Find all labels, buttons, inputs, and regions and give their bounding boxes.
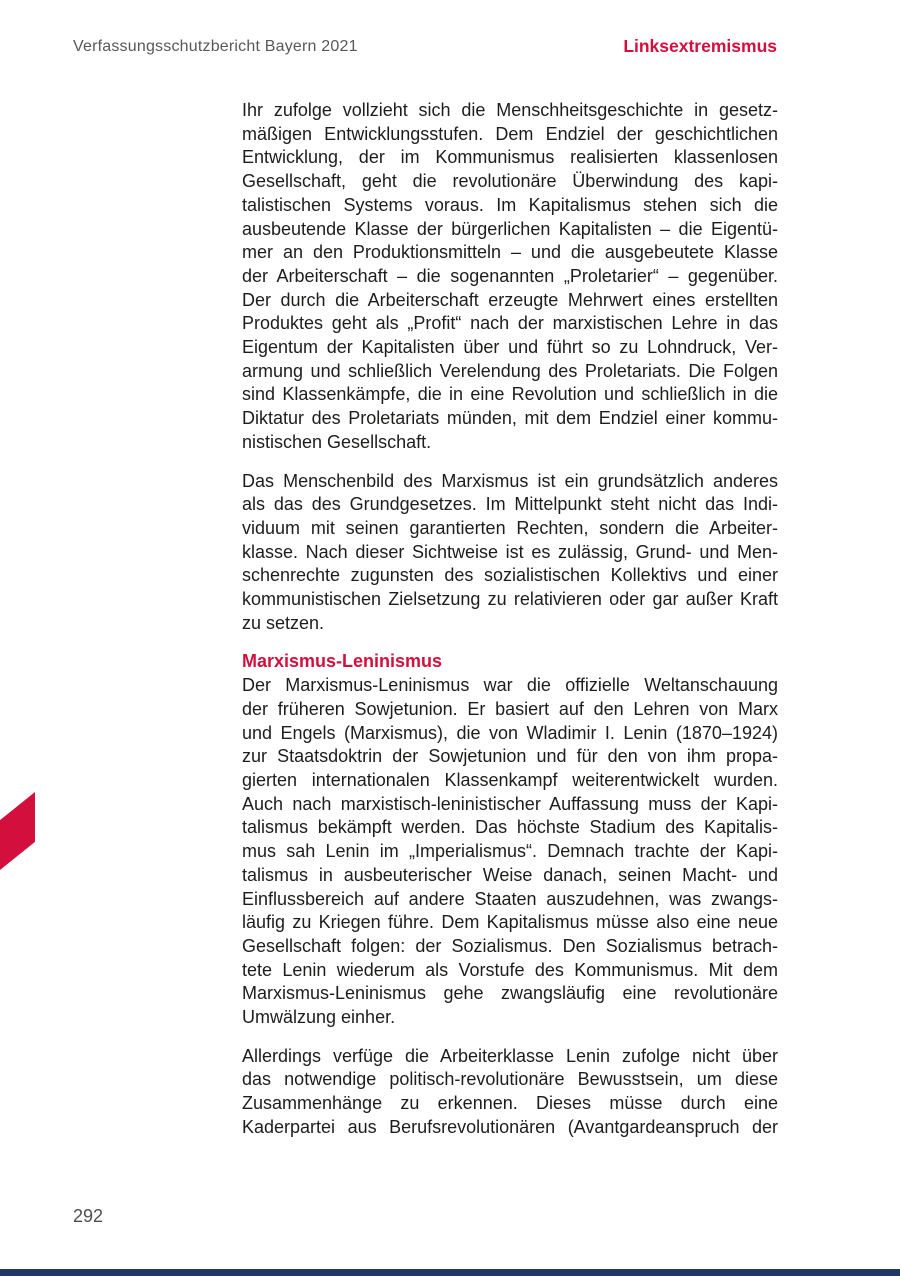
running-head-chapter: Linksextremismus (623, 36, 777, 56)
body-text-line: mer an den Produktionsmitteln – und die ausgebeutete Klasse (242, 242, 778, 263)
body-text-line: Diktatur des Proletariats münden, mit dem Endziel einer kommu- (242, 408, 778, 429)
body-text-line: armung und schließlich Verelendung des Proletariats. Die Folgen (242, 360, 778, 381)
body-text-line: Produktes geht als „Profit“ nach der marxistischen Lehre in das (242, 313, 778, 334)
running-head-report-title: Verfassungsschutzbericht Bayern 2021 (73, 38, 358, 55)
body-text-line: mäßigen Entwicklungsstufen. Dem Endziel der geschichtlichen (242, 123, 778, 144)
body-text-line: Auch nach marxistisch-leninistischer Auffassung muss der Kapi- (242, 793, 778, 814)
body-text-line: Kaderpartei aus Berufsrevolutionären (Avantgardeanspruch der (242, 1116, 778, 1137)
body-text-line: als das des Grundgesetzes. Im Mittelpunkt steht nicht das Indi- (242, 494, 778, 515)
body-text-line: Der Marxismus-Leninismus war die offizielle Weltanschauung (242, 675, 778, 696)
page-number: 292 (73, 1206, 104, 1226)
body-text-line: sind Klassenkämpfe, die in eine Revolution und schließlich in die (242, 384, 778, 405)
body-text-line: nistischen Gesellschaft. (242, 431, 432, 452)
body-text-line: Ihr zufolge vollzieht sich die Menschheitsgeschichte in gesetz- (242, 100, 778, 120)
body-text-line: talismus bekämpft werden. Das höchste Stadium des Kapitalis- (242, 817, 778, 838)
paragraph-2 (242, 470, 778, 636)
body-text-line: Umwälzung einher. (242, 1007, 396, 1028)
body-text-line: viduum mit seinen garantierten Rechten, sondern die Arbeiter- (242, 517, 778, 538)
body-text-line: Zusammenhänge zu erkennen. Dieses müsse durch eine (242, 1093, 778, 1114)
body-text-line: der früheren Sowjetunion. Er basiert auf den Lehren von Marx (242, 698, 778, 719)
body-text-line: zur Staatsdoktrin der Sowjetunion und für den von ihm propa- (242, 746, 778, 767)
body-text-line: Das Menschenbild des Marxismus ist ein grundsätzlich anderes (242, 470, 778, 491)
body-text-line: Entwicklung, der im Kommunismus realisierten klassenlosen (242, 147, 778, 168)
body-text-line: Eigentum der Kapitalisten über und führt so zu Lohndruck, Ver- (242, 337, 778, 358)
red-edge-marker (0, 792, 35, 870)
body-text-line: läufig zu Kriegen führe. Dem Kapitalismus müsse also eine neue (242, 912, 778, 933)
body-text-line: Marxismus-Leninismus gehe zwangsläufig eine revolutionäre (242, 983, 778, 1004)
paragraph-1 (242, 99, 778, 455)
body-text-line: tete Lenin wiederum als Vorstufe des Kommunismus. Mit dem (242, 959, 778, 980)
section-heading: Marxismus-Leninismus (242, 651, 443, 672)
body-text-line: gierten internationalen Klassenkampf weiterentwickelt wurden. (242, 769, 778, 790)
body-text-line: ausbeutende Klasse der bürgerlichen Kapitalisten – die Eigentü- (242, 218, 778, 239)
section-marxismus-leninismus (242, 650, 778, 1029)
body-text-line: Gesellschaft, geht die revolutionäre Überwindung des kapi- (242, 171, 778, 192)
body-text-line: Der durch die Arbeiterschaft erzeugte Mehrwert eines erstellten (242, 289, 778, 310)
body-text-line: zu setzen. (242, 612, 325, 633)
body-text-line: mus sah Lenin im „Imperialismus“. Demnach trachte der Kapi- (242, 841, 778, 862)
body-text-line: schenrechte zugunsten des sozialistischen Kollektivs und einer (242, 565, 778, 586)
footer-rule (0, 1269, 900, 1276)
body-text (242, 99, 778, 1155)
body-text-line: kommunistischen Zielsetzung zu relativieren oder gar außer Kraft (242, 589, 778, 610)
body-text-line: der Arbeiterschaft – die sogenannten „Proletarier“ – gegenüber. (242, 265, 778, 286)
body-text-line: Gesellschaft folgen: der Sozialismus. Den Sozialismus betrach- (242, 935, 778, 956)
body-text-line: das notwendige politisch-revolutionäre Bewusstsein, um diese (242, 1069, 778, 1090)
body-text-line: talistischen Systems voraus. Im Kapitalismus stehen sich die (242, 194, 778, 215)
body-text-line: und Engels (Marxismus), die von Wladimir I. Lenin (1870–1924) (242, 722, 778, 743)
body-text-line: Einflussbereich auf andere Staaten auszudehnen, was zwangs- (242, 888, 778, 909)
body-text-line: klasse. Nach dieser Sichtweise ist es zulässig, Grund- und Men- (242, 541, 778, 562)
body-text-line: talismus in ausbeuterischer Weise danach, seinen Macht- und (242, 864, 778, 885)
paragraph-4 (242, 1045, 778, 1140)
body-text-line: Allerdings verfüge die Arbeiterklasse Lenin zufolge nicht über (242, 1045, 778, 1066)
